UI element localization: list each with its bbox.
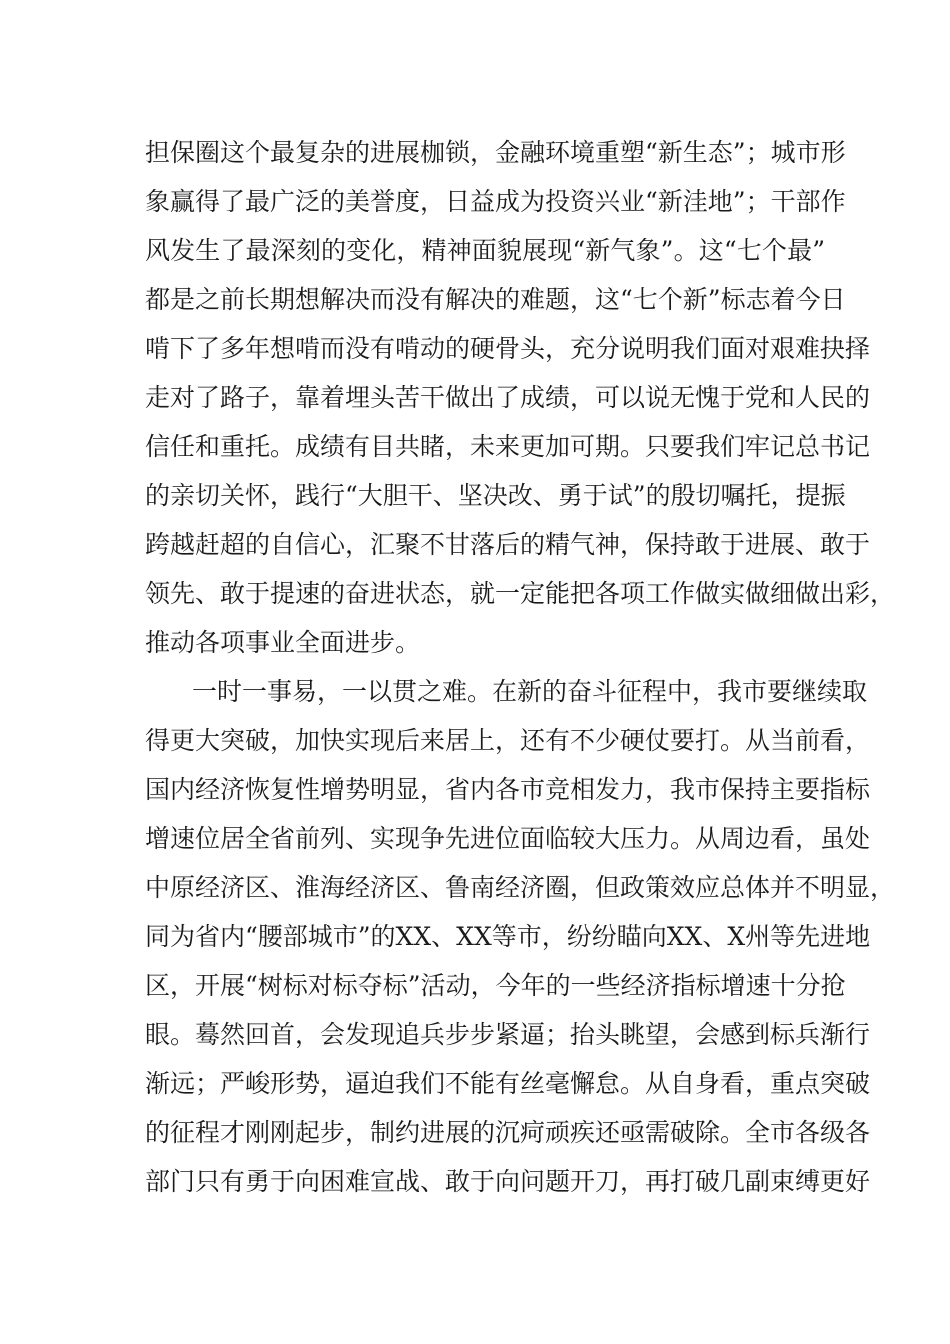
text-line: 风发生了最深刻的变化，精神面貌展现“新气象”。这“七个最” — [145, 236, 825, 265]
text-line: 的亲切关怀，践行“大胆干、坚决改、勇于试”的殷切嘱托，提振 — [145, 481, 846, 510]
text-line: 增速位居全省前列、实现争先进位面临较大压力。从周边看，虽处 — [145, 824, 871, 853]
text-line: 得更大突破，加快实现后来居上，还有不少硬仗要打。从当前看， — [145, 726, 871, 755]
text-line: 担保圈这个最复杂的进展枷锁，金融环境重塑“新生态”；城市形 — [145, 138, 846, 167]
text-line: 国内经济恢复性增势明显，省内各市竞相发力，我市保持主要指标 — [145, 775, 871, 804]
text-line: 部门只有勇于向困难宣战、敢于向问题开刀，再打破几副束缚更好 — [145, 1167, 871, 1196]
text-line: 中原经济区、淮海经济区、鲁南经济圈，但政策效应总体并不明显， — [145, 873, 896, 902]
text-line: 跨越赶超的自信心，汇聚不甘落后的精气神，保持敢于进展、敢于 — [145, 530, 871, 559]
text-line: 的征程才刚刚起步，制约进展的沉疴顽疾还亟需破除。全市各级各 — [145, 1118, 871, 1147]
paragraph-end-line: 推动各项事业全面进步。 — [145, 628, 421, 657]
text-line: 区，开展“树标对标夺标”活动，今年的一些经济指标增速十分抢 — [145, 971, 846, 1000]
text-line: 同为省内“腰部城市”的XX、XX等市，纷纷瞄向XX、X州等先进地 — [145, 922, 871, 951]
text-line: 啃下了多年想啃而没有啃动的硬骨头，充分说明我们面对艰难抉择 — [145, 334, 871, 363]
text-line: 象赢得了最广泛的美誉度，日益成为投资兴业“新洼地”；干部作 — [145, 187, 846, 216]
text-line: 领先、敢于提速的奋进状态，就一定能把各项工作做实做细做出彩， — [145, 579, 896, 608]
text-line: 都是之前长期想解决而没有解决的难题，这“七个新”标志着今日 — [145, 285, 846, 314]
text-line: 渐远；严峻形势，逼迫我们不能有丝毫懈怠。从自身看，重点突破 — [145, 1069, 871, 1098]
text-line: 眼。蓦然回首，会发现追兵步步紧逼；抬头眺望，会感到标兵渐行 — [145, 1020, 871, 1049]
text-line: 走对了路子，靠着埋头苦干做出了成绩，可以说无愧于党和人民的 — [145, 383, 871, 412]
paragraph-first-line: 一时一事易，一以贯之难。在新的奋斗征程中，我市要继续取 — [192, 677, 868, 706]
text-line: 信任和重托。成绩有目共睹，未来更加可期。只要我们牢记总书记 — [145, 432, 871, 461]
